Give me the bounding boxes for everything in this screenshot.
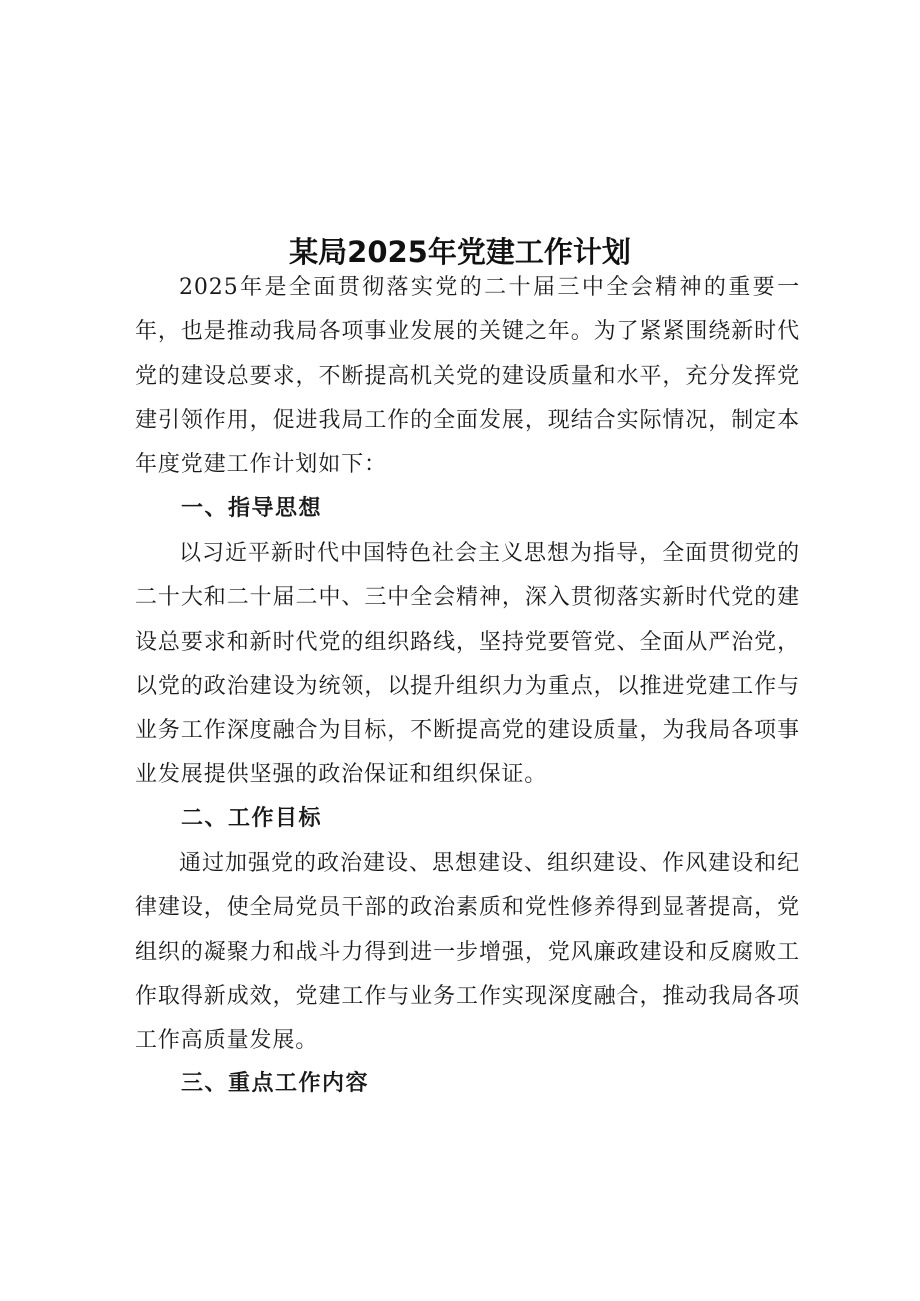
intro-paragraph: 2025年是全面贯彻落实党的二十届三中全会精神的重要一年，也是推动我局各项事业发展的关键之年。为了紧紧围绕新时代党的建设总要求，不断提高机关党的建设质量和水平，充分发挥党建引领作用，促进我局工作的全面发展，现结合实际情况，制定本年度党建工作计划如下： (135, 275, 800, 478)
section-heading-guiding-ideology: 一、指导思想 (181, 495, 323, 521)
section-heading-key-tasks: 三、重点工作内容 (181, 1070, 370, 1096)
section-heading-work-goals: 二、工作目标 (181, 805, 323, 831)
section-body-guiding-ideology: 以习近平新时代中国特色社会主义思想为指导，全面贯彻党的二十大和二十届二中、三中全会精神，深入贯彻落实新时代党的建设总要求和新时代党的组织路线，坚持党要管党、全面从严治党，以党的政治建设为统领，以提升组织力为重点，以推进党建工作与业务工作深度融合为目标，不断提高党的建设质量，为我局各项事业发展提供坚强的政治保证和组织保证。 (135, 541, 800, 788)
section-body-work-goals: 通过加强党的政治建设、思想建设、组织建设、作风建设和纪律建设，使全局党员干部的政治素质和党性修养得到显著提高，党组织的凝聚力和战斗力得到进一步增强，党风廉政建设和反腐败工作取得新成效，党建工作与业务工作实现深度融合，推动我局各项工作高质量发展。 (135, 851, 800, 1054)
document-title: 某局2025年党建工作计划 (289, 235, 631, 270)
